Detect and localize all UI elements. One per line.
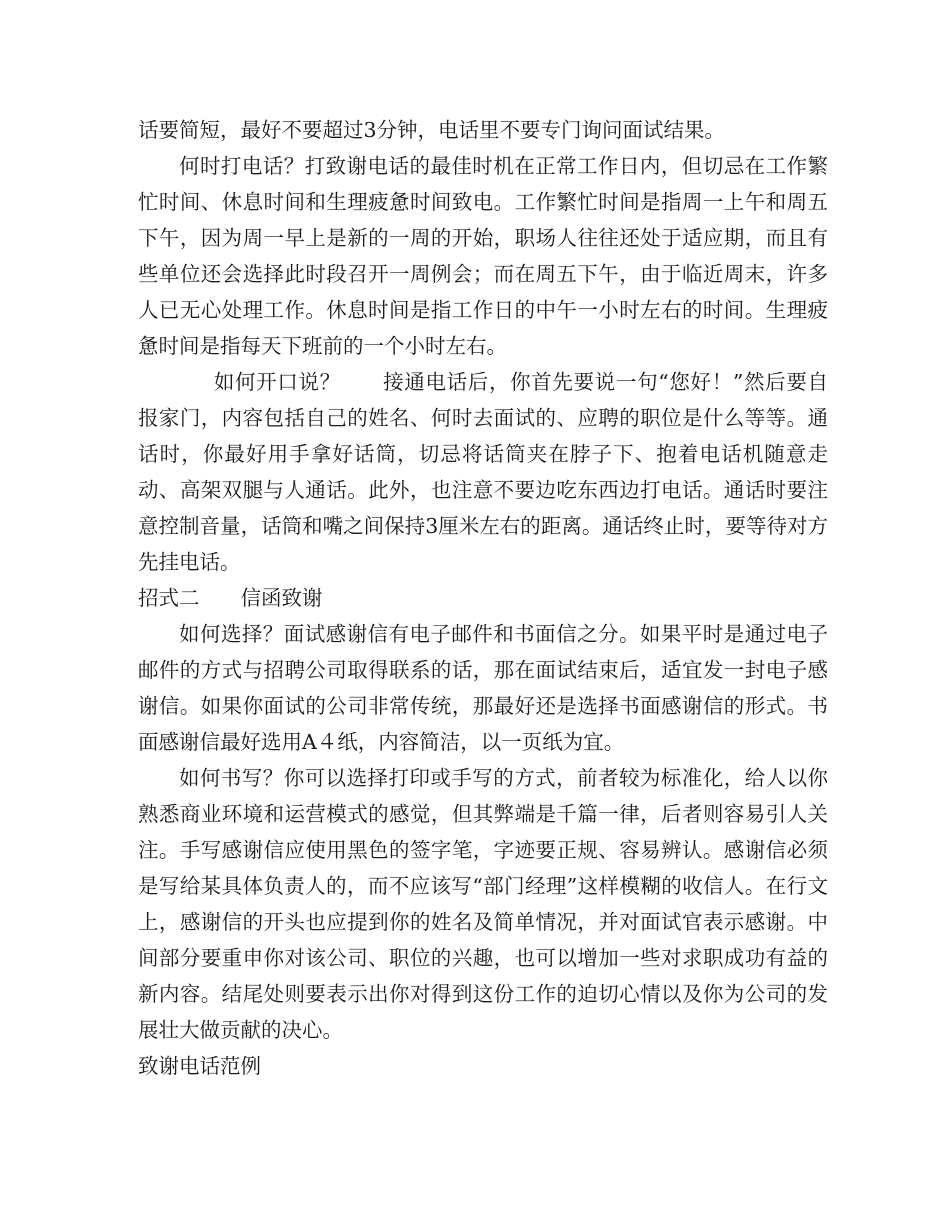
section-heading-call-example: 致谢电话范例	[138, 1054, 261, 1078]
document-body	[138, 112, 828, 1084]
paragraph-how-to-choose: 如何选择？面试感谢信有电子邮件和书面信之分。如果平时是通过电子邮件的方式与招聘公司取得联系的话，那在面试结束后，适宜发一封电子感谢信。如果你面试的公司非常传统，那最好还是选择书面感谢信的形式。书面感谢信最好选用A４纸，内容简洁，以一页纸为宜。	[138, 622, 828, 754]
paragraph-how-to-write: 如何书写？你可以选择打印或手写的方式，前者较为标准化，给人以你熟悉商业环境和运营模式的感觉，但其弊端是千篇一律，后者则容易引人关注。手写感谢信应使用黑色的签字笔，字迹要正规、容易辨认。感谢信必须是写给某具体负责人的，而不应该写“部门经理”这样模糊的收信人。在行文上，感谢信的开头也应提到你的姓名及简单情况，并对面试官表示感谢。中间部分要重申你对该公司、职位的兴趣，也可以增加一些对求职成功有益的新内容。结尾处则要表示出你对得到这份工作的迫切心情以及你为公司的发展壮大做贡献的决心。	[138, 766, 828, 1042]
section-heading-letter-thanks: 招式二 信函致谢	[138, 586, 323, 610]
paragraph-call-brief: 话要简短，最好不要超过3分钟，电话里不要专门询问面试结果。	[138, 118, 726, 142]
paragraph-when-to-call: 何时打电话？打致谢电话的最佳时机在正常工作日内，但切忌在工作繁忙时间、休息时间和生理疲惫时间致电。工作繁忙时间是指周一上午和周五下午，因为周一早上是新的一周的开始，职场人往往还处于适应期，而且有些单位还会选择此时段召开一周例会；而在周五下午，由于临近周末，许多人已无心处理工作。休息时间是指工作日的中午一小时左右的时间。生理疲惫时间是指每天下班前的一个小时左右。	[138, 154, 828, 358]
paragraph-how-to-speak: 如何开口说？ 接通电话后，你首先要说一句“您好！”然后要自报家门，内容包括自己的姓名、何时去面试的、应聘的职位是什么等等。通话时，你最好用手拿好话筒，切忌将话筒夹在脖子下、抱着电话机随意走动、高架双腿与人通话。此外，也注意不要边吃东西边打电话。通话时要注意控制音量，话筒和嘴之间保持3厘米左右的距离。通话终止时，要等待对方先挂电话。	[138, 370, 828, 574]
